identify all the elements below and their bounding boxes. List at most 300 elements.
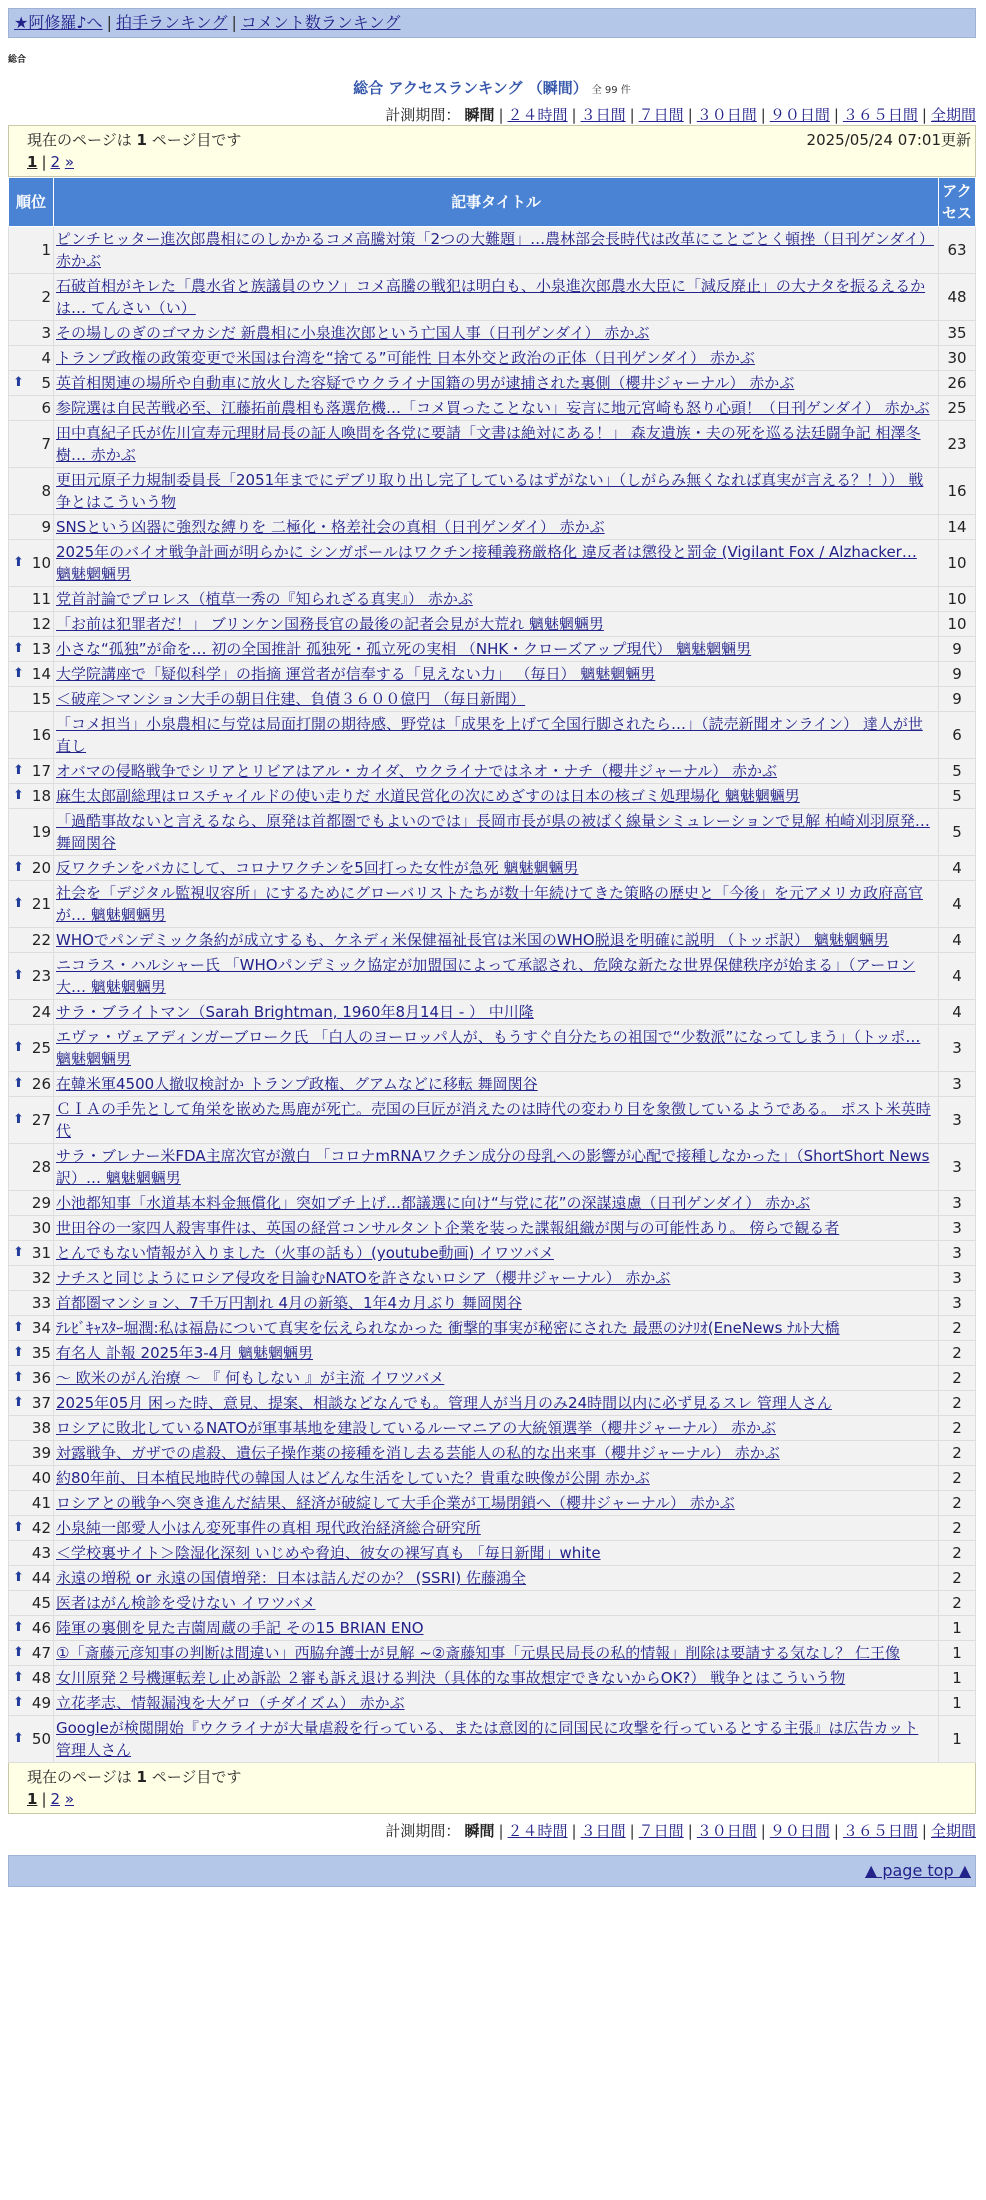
table-row [9, 712, 976, 759]
period-sep: | [760, 106, 766, 124]
rank-up-arrow-icon: ⬆ [13, 1112, 24, 1127]
rank-cell [9, 1191, 54, 1216]
article-link[interactable]: 大学院講座で「疑似科学」の指摘 運営者が信奉する「見えない力」 （毎日） 魑魅魍魎男 [56, 665, 656, 683]
table-row [9, 321, 976, 346]
article-link[interactable]: ロシアとの戦争へ突き進んだ結果、経済が破綻して大手企業が工場閉鎖へ（櫻井ジャーナル） 赤かぶ [56, 1494, 735, 1512]
rank-number: 33 [31, 1294, 51, 1312]
rank-cell [9, 227, 54, 274]
title-cell [54, 1491, 939, 1516]
article-link[interactable]: エヴァ・ヴェアディンガーブローク氏 「白人のヨーロッパ人が、もうすぐ自分たちの祖国で“少数派”になってしまう」（トッポ… 魑魅魍魎男 [56, 1028, 921, 1068]
access-count: 10 [939, 587, 976, 612]
access-count: 63 [939, 227, 976, 274]
title-cell [54, 1541, 939, 1566]
rank-up-arrow-icon: ⬆ [13, 1245, 24, 1260]
article-link[interactable]: 小さな“孤独”が命を… 初の全国推計 孤独死・孤立死の実相 （NHK・クローズアップ現代） 魑魅魍魎男 [56, 640, 752, 658]
rank-number: 7 [41, 435, 51, 453]
access-count: 5 [939, 809, 976, 856]
rank-number: 37 [31, 1394, 51, 1412]
period-link-6[interactable]: 全期間 [930, 1822, 976, 1840]
table-row [9, 1391, 976, 1416]
rank-number: 29 [31, 1194, 51, 1212]
rank-up-arrow-icon: ⬆ [13, 860, 24, 875]
rank-up-arrow-icon: ⬆ [13, 1731, 24, 1746]
period-link-4[interactable]: ９０日間 [769, 1822, 830, 1840]
rank-cell [9, 1466, 54, 1491]
article-link[interactable]: 約80年前、日本植民地時代の韓国人はどんな生活をしていた？貴重な映像が公開 赤かぶ [56, 1469, 650, 1487]
title-cell [54, 346, 939, 371]
access-count: 5 [939, 784, 976, 809]
article-link[interactable]: 小泉純一郎愛人小はん変死事件の真相 現代政治経済総合研究所 [56, 1519, 481, 1537]
article-link[interactable]: SNSという凶器に強烈な縛りを 二極化・格差社会の真相（日刊ゲンダイ） 赤かぶ [56, 518, 605, 536]
access-count: 2 [939, 1316, 976, 1341]
article-link[interactable]: 「コメ担当」小泉農相に与党は局面打開の期待感、野党は「成果を上げて全国行脚されたら…」（読売新聞オンライン） 達人が世直し [56, 715, 923, 755]
access-count: 3 [939, 1241, 976, 1266]
page-1-current: 1 [27, 1790, 38, 1808]
rank-number: 14 [31, 665, 51, 683]
article-link[interactable]: オバマの侵略戦争でシリアとリビアはアル・カイダ、ウクライナではネオ・ナチ（櫻井ジャーナル） 赤かぶ [56, 762, 778, 780]
title-cell [54, 1716, 939, 1763]
period-selector-top [8, 104, 976, 125]
article-link[interactable]: 2025年05月 困った時、意見、提案、相談などなんでも。管理人が当月のみ24時間以内に必ず見るスレ 管理人さん [56, 1394, 832, 1412]
table-row [9, 1144, 976, 1191]
rank-number: 13 [31, 640, 51, 658]
title-cell [54, 274, 939, 321]
title-cell [54, 515, 939, 540]
table-row [9, 1072, 976, 1097]
article-link[interactable]: 社会を「デジタル監視収容所」にするためにグローバリストたちが数十年続けてきた策略の歴史と「今後」を元アメリカ政府高官が… 魑魅魍魎男 [56, 884, 924, 924]
access-count: 6 [939, 712, 976, 759]
table-row [9, 1566, 976, 1591]
article-link[interactable]: とんでもない情報が入りました（火事の話も）(youtube動画) イワツバメ [56, 1244, 554, 1262]
title-cell [54, 1666, 939, 1691]
table-row [9, 1416, 976, 1441]
rank-number: 6 [41, 399, 51, 417]
rank-cell [9, 468, 54, 515]
rank-number: 25 [31, 1039, 51, 1057]
page-info-bottom [8, 1763, 976, 1814]
rank-number: 20 [31, 859, 51, 877]
updated-time: 2025/05/24 07:01更新 [806, 131, 971, 149]
rank-up-arrow-icon: ⬆ [13, 1395, 24, 1410]
page-top-link[interactable]: ▲ page top ▲ [864, 1861, 971, 1880]
article-link[interactable]: 世田谷の一家四人殺害事件は、英国の経営コンサルタント企業を装った諜報組織が関与の可能性あり。 傍らで観る者 [56, 1219, 840, 1237]
access-header: アクセス [939, 178, 976, 227]
period-link-3[interactable]: ３０日間 [696, 106, 757, 124]
title-cell [54, 396, 939, 421]
access-count: 10 [939, 540, 976, 587]
rank-cell [9, 1000, 54, 1025]
article-link[interactable]: 女川原発２号機運転差し止め訴訟 ２審も訴え退ける判決（具体的な事故想定できないからOK?） 戦争とはこういう物 [56, 1669, 846, 1687]
access-count: 2 [939, 1566, 976, 1591]
next-page-link[interactable]: » [64, 153, 75, 171]
title-cell [54, 809, 939, 856]
rank-number: 16 [31, 726, 51, 744]
article-link[interactable]: 石破首相がキレた「農水省と族議員のウソ」コメ高騰の戦犯は明白も、小泉進次郎農水大臣に「減反廃止」の大ナタを振るえるかは… てんさい（い） [56, 277, 926, 317]
table-row [9, 1541, 976, 1566]
current-page-text: 現在のページは 1 ページ目です [27, 131, 242, 149]
rank-up-arrow-icon: ⬆ [13, 1040, 24, 1055]
period-sep: | [629, 106, 635, 124]
page-2-link[interactable]: 2 [50, 153, 61, 171]
period-link-5[interactable]: ３６５日間 [842, 1822, 918, 1840]
pagination-top: 1 | 2 » [27, 153, 75, 171]
title-cell [54, 1416, 939, 1441]
access-count: 3 [939, 1097, 976, 1144]
period-link-1[interactable]: ３日間 [580, 106, 626, 124]
period-label: 計測期間： [385, 1822, 461, 1840]
rank-cell [9, 809, 54, 856]
access-count: 3 [939, 1025, 976, 1072]
period-link-1[interactable]: ３日間 [580, 1822, 626, 1840]
pagination-bottom: 1 | 2 » [27, 1790, 75, 1808]
page-2-link[interactable]: 2 [50, 1790, 61, 1808]
access-count: 2 [939, 1466, 976, 1491]
article-link[interactable]: ＜破産＞マンション大手の朝日住建、負債３６００億円 （毎日新聞） [56, 690, 526, 708]
article-link[interactable]: その場しのぎのゴマカシだ 新農相に小泉進次郎という亡国人事（日刊ゲンダイ） 赤かぶ [56, 324, 650, 342]
access-count: 4 [939, 1000, 976, 1025]
table-row [9, 1441, 976, 1466]
access-count: 2 [939, 1341, 976, 1366]
access-count: 2 [939, 1591, 976, 1616]
rank-number: 12 [31, 615, 51, 633]
article-link[interactable]: ナチスと同じようにロシア侵攻を目論むNATOを許さないロシア（櫻井ジャーナル） 赤かぶ [56, 1269, 671, 1287]
applause-ranking-link[interactable]: 拍手ランキング [115, 13, 228, 32]
rank-cell [9, 1566, 54, 1591]
article-link[interactable]: 首都圏マンション、7千万円割れ 4月の新築、1年4カ月ぶり 舞岡関谷 [56, 1294, 522, 1312]
rank-up-arrow-icon: ⬆ [13, 375, 24, 390]
article-link[interactable]: ①「斎藤元彦知事の判断は間違い」西脇弁護士が見解 ~②斎藤知事「元県民局長の私的情報」削除は要請する気なし？ 仁王像 [56, 1644, 901, 1662]
title-cell [54, 1191, 939, 1216]
table-row [9, 1266, 976, 1291]
article-link[interactable]: 麻生太郎副総理はロスチャイルドの使い走りだ 水道民営化の次にめざすのは日本の核ゴミ処理場化 魑魅魍魎男 [56, 787, 800, 805]
title-cell [54, 759, 939, 784]
article-link[interactable]: 陸軍の裏側を見た吉薗周蔵の手記 その15 BRIAN ENO [56, 1619, 424, 1637]
rank-cell [9, 1641, 54, 1666]
access-count: 26 [939, 371, 976, 396]
title-cell [54, 1025, 939, 1072]
period-sep: | [629, 1822, 635, 1840]
article-link[interactable]: ﾃﾚﾋﾞｷｬｽﾀｰ堀潤:私は福島について真実を伝えられなかった 衝撃的事実が秘密にされた 最悪のｼﾅﾘｵ(EneNews ﾅﾙﾄ大橋 [56, 1319, 840, 1337]
access-count: 9 [939, 637, 976, 662]
access-count: 3 [939, 1191, 976, 1216]
access-count: 2 [939, 1541, 976, 1566]
article-link[interactable]: トランプ政権の政策変更で米国は台湾を“捨てる”可能性 日本外交と政治の正体（日刊ゲンダイ） 赤かぶ [56, 349, 755, 367]
article-link[interactable]: 更田元原子力規制委員長「2051年までにデブリ取り出し完了しているはずがない」（しがらみ無くなれば真実が言える？！）） 戦争とはこういう物 [56, 471, 924, 511]
rank-up-arrow-icon: ⬆ [13, 1345, 24, 1360]
rank-number: 5 [41, 374, 51, 392]
access-count: 25 [939, 396, 976, 421]
rank-cell [9, 515, 54, 540]
table-row [9, 637, 976, 662]
rank-cell [9, 274, 54, 321]
table-row [9, 1216, 976, 1241]
asyura-home-link[interactable]: ★阿修羅♪へ [14, 13, 103, 32]
article-link[interactable]: 党首討論でプロレス（植草一秀の『知られざる真実』） 赤かぶ [56, 590, 473, 608]
period-sep: | [571, 1822, 577, 1840]
rank-up-arrow-icon: ⬆ [13, 1320, 24, 1335]
access-count: 5 [939, 759, 976, 784]
rank-cell [9, 953, 54, 1000]
rank-number: 2 [41, 288, 51, 306]
rank-cell [9, 712, 54, 759]
rank-number: 18 [31, 787, 51, 805]
title-cell [54, 1616, 939, 1641]
title-cell [54, 687, 939, 712]
total-count: 全 99 件 [591, 85, 631, 96]
rank-cell [9, 856, 54, 881]
period-link-3[interactable]: ３０日間 [696, 1822, 757, 1840]
title-cell [54, 1391, 939, 1416]
rank-cell [9, 662, 54, 687]
rank-cell [9, 1291, 54, 1316]
table-row [9, 371, 976, 396]
period-link-0[interactable]: ２４時間 [507, 1822, 568, 1840]
rank-cell [9, 612, 54, 637]
article-link[interactable]: 田中真紀子氏が佐川宣寿元理財局長の証人喚問を各党に要請「文書は絶対にある！」 森友遺族・夫の死を巡る法廷闘争記 相澤冬樹… 赤かぶ [56, 424, 921, 464]
table-row [9, 928, 976, 953]
ranking-table [8, 177, 976, 1763]
table-row [9, 1691, 976, 1716]
article-link[interactable]: サラ・ブレナー米FDA主席次官が激白 「コロナmRNAワクチン成分の母乳への影響が心配で接種しなかった」（ShortShort News訳）… 魑魅魍魎男 [56, 1147, 930, 1187]
access-count: 3 [939, 1144, 976, 1191]
title-cell [54, 1641, 939, 1666]
rank-cell [9, 1416, 54, 1441]
article-link[interactable]: 英首相関連の場所や自動車に放火した容疑でウクライナ国籍の男が逮捕された裏側（櫻井ジャーナル） 赤かぶ [56, 374, 795, 392]
rank-number: 8 [41, 482, 51, 500]
article-link[interactable]: ＜学校裏サイト＞陰湿化深刻 いじめや脅迫、彼女の裸写真も 「毎日新聞」white [56, 1544, 601, 1562]
period-sep: | [833, 1822, 839, 1840]
rank-number: 26 [31, 1075, 51, 1093]
rank-cell [9, 881, 54, 928]
page-info-top [8, 125, 976, 177]
rank-number: 35 [31, 1344, 51, 1362]
article-link[interactable]: 永遠の増税 or 永遠の国債増発：日本は詰んだのか？ (SSRI) 佐藤鴻全 [56, 1569, 527, 1587]
rank-cell [9, 1144, 54, 1191]
rank-cell [9, 321, 54, 346]
period-link-0[interactable]: ２４時間 [507, 106, 568, 124]
title-cell [54, 1000, 939, 1025]
title-cell [54, 1266, 939, 1291]
table-row [9, 856, 976, 881]
title-cell [54, 1441, 939, 1466]
period-link-5[interactable]: ３６５日間 [842, 106, 918, 124]
period-sep: | [498, 106, 504, 124]
rank-up-arrow-icon: ⬆ [13, 1670, 24, 1685]
rank-cell [9, 1216, 54, 1241]
period-selector-bottom [8, 1820, 976, 1841]
table-row [9, 540, 976, 587]
period-sep: | [833, 106, 839, 124]
article-link[interactable]: ロシアに敗北しているNATOが軍事基地を建設しているルーマニアの大統領選挙（櫻井ジャーナル） 赤かぶ [56, 1419, 777, 1437]
rank-cell [9, 1716, 54, 1763]
table-row [9, 515, 976, 540]
table-row [9, 953, 976, 1000]
period-link-2[interactable]: ７日間 [638, 106, 684, 124]
period-label: 計測期間： [385, 106, 461, 124]
table-row [9, 1000, 976, 1025]
rank-cell [9, 1591, 54, 1616]
title-cell [54, 928, 939, 953]
table-row [9, 1241, 976, 1266]
rank-number: 10 [31, 554, 51, 572]
rank-up-arrow-icon: ⬆ [13, 1370, 24, 1385]
rank-cell [9, 1316, 54, 1341]
rank-number: 44 [31, 1569, 51, 1587]
table-row [9, 1466, 976, 1491]
next-page-link[interactable]: » [64, 1790, 75, 1808]
rank-cell [9, 1691, 54, 1716]
category-tag: 総合 [8, 55, 27, 65]
rank-number: 38 [31, 1419, 51, 1437]
rank-number: 43 [31, 1544, 51, 1562]
ranking-title: 総合 アクセスランキング （瞬間） [353, 79, 588, 97]
rank-cell [9, 784, 54, 809]
rank-cell [9, 1516, 54, 1541]
period-sep: | [687, 1822, 693, 1840]
page-1-current: 1 [27, 153, 38, 171]
title-cell [54, 468, 939, 515]
rank-number: 1 [41, 241, 51, 259]
rank-number: 45 [31, 1594, 51, 1612]
article-link[interactable]: 〜 欧米のがん治療 〜 『 何もしない 』が主流 イワツバメ [56, 1369, 445, 1387]
rank-cell [9, 1541, 54, 1566]
title-cell [54, 1216, 939, 1241]
article-link[interactable]: WHOでパンデミック条約が成立するも、ケネディ米保健福祉長官は米国のWHO脱退を明確に説明 （トッポ訳） 魑魅魍魎男 [56, 931, 889, 949]
rank-up-arrow-icon: ⬆ [13, 1520, 24, 1535]
article-link[interactable]: ニコラス・ハルシャー氏 「WHOパンデミック協定が加盟国によって承認され、危険な新たな世界保健秩序が始まる」（アーロン大… 魑魅魍魎男 [56, 956, 916, 996]
rank-number: 23 [31, 967, 51, 985]
rank-cell [9, 1366, 54, 1391]
top-nav [8, 8, 976, 38]
rank-cell [9, 421, 54, 468]
table-row [9, 1291, 976, 1316]
title-cell [54, 712, 939, 759]
table-row [9, 1591, 976, 1616]
rank-cell [9, 587, 54, 612]
table-row [9, 1616, 976, 1641]
comment-ranking-link[interactable]: コメント数ランキング [240, 13, 401, 32]
rank-number: 34 [31, 1319, 51, 1337]
title-cell [54, 1072, 939, 1097]
rank-cell [9, 346, 54, 371]
rank-cell [9, 1441, 54, 1466]
article-link[interactable]: ピンチヒッター進次郎農相にのしかかるコメ高騰対策「2つの大難題」…農林部会長時代は改革にことごとく頓挫（日刊ゲンダイ） 赤かぶ [56, 230, 934, 270]
table-row [9, 274, 976, 321]
table-row [9, 1641, 976, 1666]
rank-up-arrow-icon: ⬆ [13, 1695, 24, 1710]
rank-number: 21 [31, 895, 51, 913]
access-count: 2 [939, 1416, 976, 1441]
period-link-2[interactable]: ７日間 [638, 1822, 684, 1840]
article-link[interactable]: サラ・ブライトマン（Sarah Brightman, 1960年8月14日 - ） 中川隆 [56, 1003, 534, 1021]
rank-number: 31 [31, 1244, 51, 1262]
access-count: 2 [939, 1516, 976, 1541]
rank-number: 27 [31, 1111, 51, 1129]
access-count: 4 [939, 856, 976, 881]
period-current: 瞬間 [464, 106, 495, 124]
rank-number: 28 [31, 1158, 51, 1176]
article-link[interactable]: 医者はがん検診を受けない イワツバメ [56, 1594, 316, 1612]
access-count: 1 [939, 1716, 976, 1763]
article-link[interactable]: 2025年のバイオ戦争計画が明らかに シンガポールはワクチン接種義務厳格化 違反者は懲役と罰金 (Vigilant Fox / Alzhacker… 魑魅魍魎男 [56, 543, 917, 583]
article-link[interactable]: ＣＩＡの手先として角栄を嵌めた馬鹿が死亡。売国の巨匠が消えたのは時代の変わり目を象徴しているようである。 ポスト米英時代 [56, 1100, 931, 1140]
title-cell [54, 227, 939, 274]
title-cell [54, 1366, 939, 1391]
nav-sep: | [231, 13, 237, 32]
article-link[interactable]: 「お前は犯罪者だ！」 ブリンケン国務長官の最後の記者会見が大荒れ 魑魅魍魎男 [56, 615, 604, 633]
table-row [9, 687, 976, 712]
access-count: 1 [939, 1691, 976, 1716]
rank-up-arrow-icon: ⬆ [13, 788, 24, 803]
title-cell [54, 1291, 939, 1316]
rank-number: 11 [31, 590, 51, 608]
article-link[interactable]: 有名人 訃報 2025年3-4月 魑魅魍魎男 [56, 1344, 313, 1362]
rank-cell [9, 1341, 54, 1366]
article-link[interactable]: Googleが検閲開始『ウクライナが大量虐殺を行っている、または意図的に同国民に攻撃を行っているとする主張』は広告カット 管理人さん [56, 1719, 919, 1759]
table-row [9, 809, 976, 856]
rank-number: 50 [31, 1730, 51, 1748]
rank-number: 41 [31, 1494, 51, 1512]
access-count: 2 [939, 1391, 976, 1416]
rank-number: 17 [31, 762, 51, 780]
table-row [9, 468, 976, 515]
period-sep: | [687, 106, 693, 124]
table-row [9, 784, 976, 809]
article-link[interactable]: 対露戦争、ガザでの虐殺、遺伝子操作薬の接種を消し去る芸能人の私的な出来事（櫻井ジャーナル） 赤かぶ [56, 1444, 780, 1462]
period-link-6[interactable]: 全期間 [930, 106, 976, 124]
article-link[interactable]: 在韓米軍4500人撤収検討か トランプ政権、グアムなどに移転 舞岡関谷 [56, 1075, 538, 1093]
access-count: 30 [939, 346, 976, 371]
rank-cell [9, 1666, 54, 1691]
access-count: 9 [939, 687, 976, 712]
period-sep: | [921, 106, 927, 124]
article-link[interactable]: 「過酷事故ないと言えるなら、原発は首都圏でもよいのでは」長岡市長が県の被ばく線量シミュレーションで見解 柏崎刈羽原発… 舞岡関谷 [56, 812, 930, 852]
article-link[interactable]: 参院選は自民苦戦必至、江藤拓前農相も落選危機…「コメ買ったことない」妄言に地元宮崎も怒り心頭！（日刊ゲンダイ） 赤かぶ [56, 399, 930, 417]
rank-number: 48 [31, 1669, 51, 1687]
article-link[interactable]: 反ワクチンをバカにして、コロナワクチンを5回打った女性が急死 魑魅魍魎男 [56, 859, 579, 877]
period-link-4[interactable]: ９０日間 [769, 106, 830, 124]
rank-number: 42 [31, 1519, 51, 1537]
title-cell [54, 953, 939, 1000]
title-cell [54, 1466, 939, 1491]
access-count: 16 [939, 468, 976, 515]
rank-cell [9, 1241, 54, 1266]
title-cell [54, 662, 939, 687]
rank-up-arrow-icon: ⬆ [13, 666, 24, 681]
access-count: 10 [939, 612, 976, 637]
rank-cell [9, 1072, 54, 1097]
access-count: 4 [939, 881, 976, 928]
article-link[interactable]: 立花孝志、情報漏洩を大ゲロ（チダイズム） 赤かぶ [56, 1694, 405, 1712]
table-row [9, 881, 976, 928]
access-count: 1 [939, 1616, 976, 1641]
rank-up-arrow-icon: ⬆ [13, 968, 24, 983]
rank-number: 19 [31, 823, 51, 841]
table-row [9, 1316, 976, 1341]
title-cell [54, 612, 939, 637]
title-cell [54, 1591, 939, 1616]
table-row [9, 396, 976, 421]
rank-cell [9, 1491, 54, 1516]
rank-number: 3 [41, 324, 51, 342]
rank-up-arrow-icon: ⬆ [13, 763, 24, 778]
current-page-text-bottom: 現在のページは 1 ページ目です [27, 1768, 242, 1786]
table-row [9, 227, 976, 274]
table-row [9, 662, 976, 687]
rank-number: 46 [31, 1619, 51, 1637]
table-row [9, 346, 976, 371]
article-link[interactable]: 小池都知事「水道基本料金無償化」突如ブチ上げ…都議選に向け“与党に花”の深謀遠慮（日刊ゲンダイ） 赤かぶ [56, 1194, 811, 1212]
